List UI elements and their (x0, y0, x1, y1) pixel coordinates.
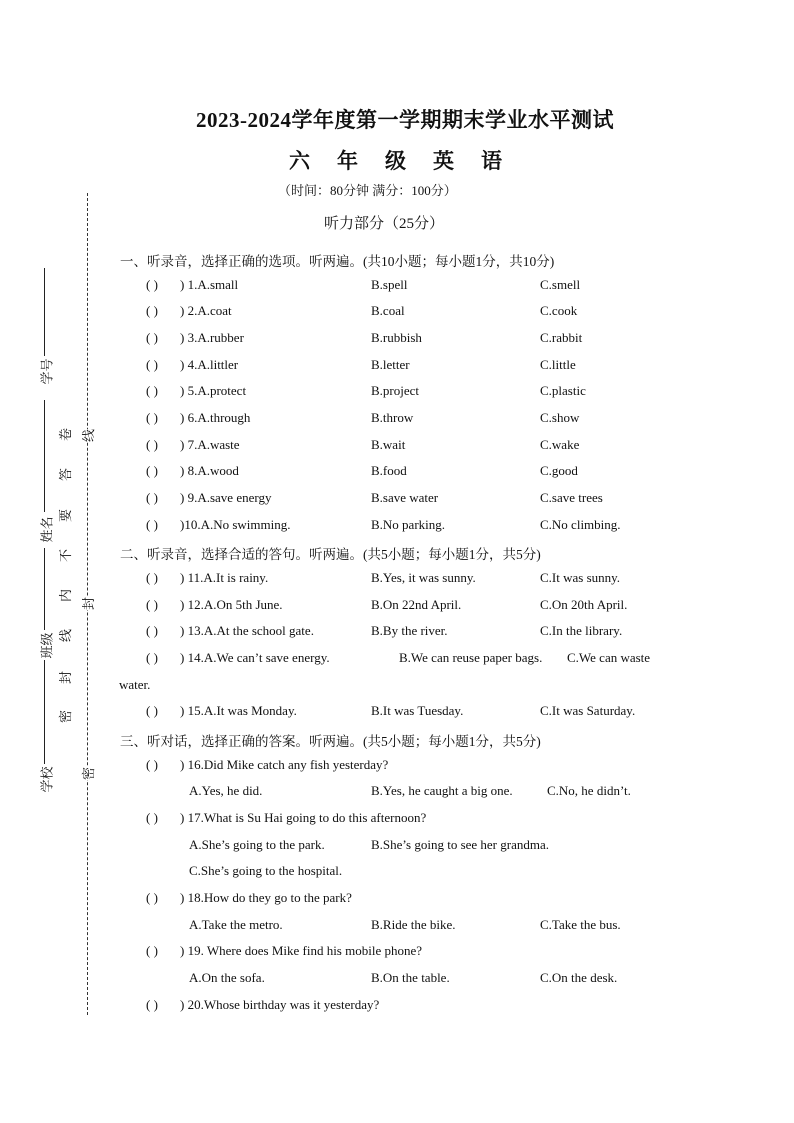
option-a: A.On the sofa. (189, 970, 265, 985)
question-row: ( ) ) 2.A.coat B.coal C.cook (146, 303, 578, 318)
exam-subtitle: 六年级英语 (289, 149, 529, 173)
option-b: B.On the table. (371, 970, 450, 985)
option-a: A.Yes, he did. (189, 783, 263, 798)
question-row: ( ) ) 11.A.It is rainy. B.Yes, it was sunny. C.It was sunny. (146, 570, 621, 585)
answer-blank[interactable]: ( ) (146, 463, 158, 478)
answer-blank[interactable]: ( ) (146, 330, 158, 345)
answer-blank[interactable]: ( ) (146, 597, 158, 612)
option-c: C.No, he didn’t. (547, 783, 631, 798)
answer-blank[interactable]: ( ) (146, 277, 158, 292)
seal-warning-char: 要 (59, 508, 75, 523)
question-row: ( ) ) 16.Did Mike catch any fish yesterday? (146, 757, 389, 772)
student-id-label: 学号 (40, 358, 56, 385)
seal-warning-char: 卷 (59, 427, 75, 442)
question-row: ( ) ) 7.A.waste B.wait C.wake (146, 437, 580, 452)
time-info: （时间：80分钟 满分：100分） (278, 183, 457, 198)
exam-title: 2023-2024学年度第一学期期末学业水平测试 (196, 108, 614, 132)
question-row: ( ) ) 1.A.small B.spell C.smell (146, 277, 581, 292)
answer-blank[interactable]: ( ) (146, 303, 158, 318)
section-2-heading: 二、听录音，选择合适的答句。听两遍。(共5小题；每小题1分，共5分) (120, 547, 541, 562)
question-row: ( ) ) 3.A.rubber B.rubbish C.rabbit (146, 330, 583, 345)
class-label: 班级 (40, 632, 56, 659)
listening-part-heading: 听力部分（25分） (324, 216, 445, 232)
option-c: C.Take the bus. (540, 917, 621, 932)
option-b: B.Ride the bike. (371, 917, 456, 932)
answer-blank[interactable]: ( ) (146, 383, 158, 398)
question-continuation: water. (119, 677, 151, 692)
question-row: ( ) ) 17.What is Su Hai going to do this afternoon? (146, 810, 427, 825)
option-c: C.On the desk. (540, 970, 618, 985)
answer-blank[interactable]: ( ) (146, 410, 158, 425)
dash-mark-line: 线 (78, 429, 97, 442)
answer-blank[interactable]: ( ) (146, 517, 158, 532)
seal-warning-char: 密 (59, 709, 75, 724)
dash-mark-seal: 封 (78, 597, 97, 610)
answer-blank[interactable]: ( ) (146, 490, 158, 505)
section-1-heading: 一、听录音，选择正确的选项。听两遍。(共10小题；每小题1分，共10分) (120, 254, 555, 269)
question-row: ( ) ) 15.A.It was Monday. B.It was Tuesday. C.It was Saturday. (146, 703, 636, 718)
answer-blank[interactable]: ( ) (146, 810, 158, 825)
answer-blank[interactable]: ( ) (146, 650, 158, 665)
seal-warning-char: 答 (59, 467, 75, 482)
answer-blank[interactable]: ( ) (146, 570, 158, 585)
seal-warning-char: 内 (59, 588, 75, 603)
answer-blank[interactable]: ( ) (146, 437, 158, 452)
option-b: B.Yes, he caught a big one. (371, 783, 513, 798)
question-row: ( ) ) 18.How do they go to the park? (146, 890, 352, 905)
question-row: ( ) ) 6.A.through B.throw C.show (146, 410, 580, 425)
class-field[interactable] (44, 548, 45, 630)
option-b: B.She’s going to see her grandma. (371, 837, 549, 852)
seal-warning-char: 不 (59, 548, 75, 563)
seal-warning-char: 封 (59, 670, 75, 685)
option-a: A.She’s going to the park. (189, 837, 325, 852)
question-row: ( ) ) 9.A.save energy B.save water C.save trees (146, 490, 603, 505)
answer-blank[interactable]: ( ) (146, 890, 158, 905)
question-row: ( ) ) 14.A.We can’t save energy. B.We can reuse paper bags. C.We can waste (146, 650, 651, 665)
option-c: C.She’s going to the hospital. (189, 863, 343, 878)
answer-blank[interactable]: ( ) (146, 757, 158, 772)
question-row: ( ) )10.A.No swimming. B.No parking. C.No climbing. (146, 517, 621, 532)
question-row: ( ) ) 20.Whose birthday was it yesterday? (146, 997, 380, 1012)
seal-warning-char: 线 (59, 628, 75, 643)
section-3-heading: 三、听对话，选择正确的答案。听两遍。(共5小题；每小题1分，共5分) (120, 734, 541, 749)
question-row: ( ) ) 19. Where does Mike find his mobile phone? (146, 943, 423, 958)
school-field[interactable] (44, 660, 45, 764)
answer-blank[interactable]: ( ) (146, 997, 158, 1012)
answer-blank[interactable]: ( ) (146, 703, 158, 718)
dash-mark-close: 密 (78, 767, 97, 780)
question-row: ( ) ) 13.A.At the school gate. B.By the river. C.In the library. (146, 623, 623, 638)
question-row: ( ) ) 4.A.littler B.letter C.little (146, 357, 576, 372)
answer-blank[interactable]: ( ) (146, 357, 158, 372)
school-label: 学校 (40, 766, 56, 793)
question-row: ( ) ) 8.A.wood B.food C.good (146, 463, 578, 478)
question-row: ( ) ) 12.A.On 5th June. B.On 22nd April. C.On 20th April. (146, 597, 628, 612)
student-id-field[interactable] (44, 268, 45, 356)
answer-blank[interactable]: ( ) (146, 943, 158, 958)
answer-blank[interactable]: ( ) (146, 623, 158, 638)
question-row: ( ) ) 5.A.protect B.project C.plastic (146, 383, 586, 398)
option-a: A.Take the metro. (189, 917, 283, 932)
name-label: 姓名 (40, 516, 56, 543)
name-field[interactable] (44, 400, 45, 512)
